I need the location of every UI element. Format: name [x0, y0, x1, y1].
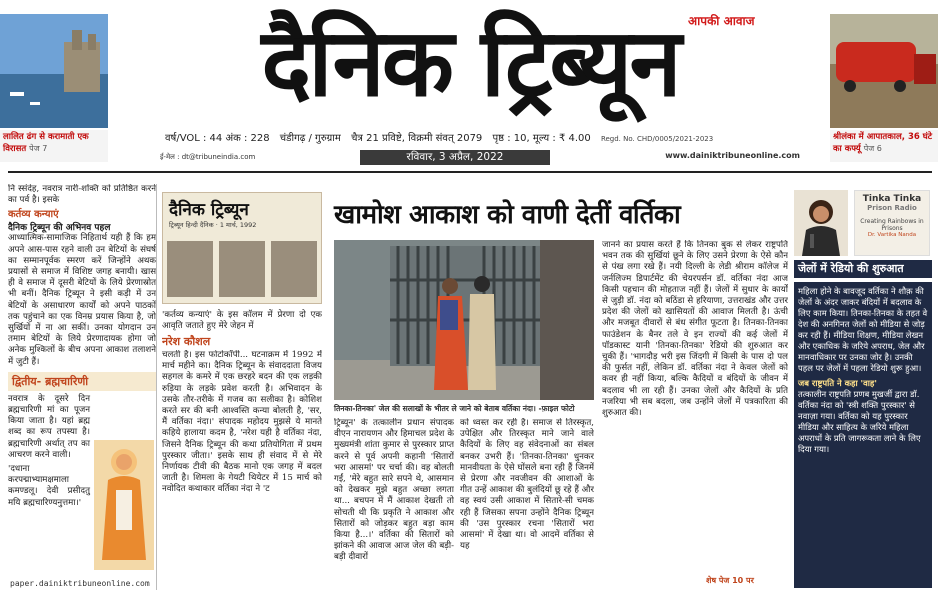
author-name: नरेश कौशल: [162, 335, 211, 348]
middle-column: [162, 184, 322, 590]
clipping-photo: [167, 241, 213, 297]
clipping-photos: [167, 241, 317, 301]
president-subheading: जब राष्ट्रपति ने कहा 'वाह': [798, 378, 877, 388]
edition-cities: चंडीगढ़ / गुरुग्राम: [279, 133, 341, 144]
photo-caption: तिनका-तिनका' जेल की सलाखों के भीतर ले जाने को बेताब वर्तिका नंदा। -फ़ाइल फोटो: [334, 404, 575, 413]
left-intro: नि स्संदेह, नवरात्र नारी-शक्ति को प्रतिष्ठित करने का पर्व है। इसके: [8, 184, 156, 206]
left-para-2: नवरात्र के दूसरे दिन ब्रह्मचारिणी मां का पूजन किया जाता है। यहां ब्रह्म शब्द का रूप तपस्या है। ब्रह्मचारिणी अर्थात् तप का आचरण करने वाली।: [8, 393, 90, 460]
issue-date: रविवार, 3 अप्रैल, 2022: [360, 150, 550, 165]
promo-right[interactable]: [830, 14, 938, 162]
promo-left[interactable]: [0, 14, 108, 162]
pages-price: पृष्ठ : 10, मूल्य : ₹ 4.00: [492, 133, 591, 144]
tanker-truck-photo: [830, 14, 938, 128]
website-link[interactable]: www.dainiktribuneonline.com: [665, 151, 800, 160]
clipping-title: दैनिक ट्रिब्यून: [169, 200, 249, 220]
promo-left-caption: लालित ढंग से करामाती एक विरासत पेज 7: [0, 130, 108, 162]
middle-body-text: चलती है। इस फोटोकॉपी... घटनाक्रम में 1992 में मार्च महीने का। दैनिक ट्रिब्यून के संवाददाता विजय सहगल के कमरे में एक छरहरे बदन की एक लड़की रुड़िया के लड़के प्रवेश करती है। अभिवादन के उसके तौर-तरीके में गजब का सलीका है। कोशिश करते सर की बनी आश्वस्ति कन्या बोलती है, 'सर, मैं वर्तिका नंदा।' संपादक महोदय मुझसे ये मानते कहिये हालाया कदम है, 'नरेश यही है वर्तिका नंदा, जिसने दैनिक ट्रिब्यून की कथा प्रतियोगिता में प्रथम पुरस्कार जीता।' इसके साथ ही संवाद में से मेरे निर्णायक टीवी की बैठक मानो एक जगह में बदल जाती है। शिमला के गेयटी थियेटर में 15 मार्च को नवोदित कथाकार वर्तिका नंदा ने 'ट: [162, 350, 322, 495]
masthead-title: दैनिक ट्रिब्यून: [261, 9, 679, 118]
radio-section-text: महिला होने के बावजूद वर्तिका ने शौक़ की जेलों के अंदर जाकर बंदियों में बदलाव के लिए काम किया। तिनका-तिनका के तहत वे देश की अनगिनत जेलों को मीडिया से जोड़ कर रही हैं। मीडिया शिक्षण, मीडिया लेखन और एकाधिक के जरिये अपराध, जेल और मानवाधिकार पर उनका जोर है। उनकी पहल पर जेलों में पहला रेडियो शुरू हुआ। जब राष्ट्रपति ने कहा 'वाह' तत्कालीन राष्ट्रपति प्रणब मुखर्जी द्वारा डॉ. वर्तिका नंदा को 'स्त्री शक्ति पुरस्कार' से नवाज़ा गया। वर्तिका को यह पुरस्कार मीडिया और साहित्य के जरिये महिला अपराधों के प्रति जागरूकता लाने के लिए दिया गया।: [794, 282, 932, 588]
epaper-url[interactable]: paper.dainiktribuneonline.com: [10, 579, 150, 588]
masthead-rule: [8, 171, 932, 173]
registration-number: Regd. No. CHD/0005/2021-2023: [600, 135, 714, 143]
kartavya-kanyaen-kicker: कर्तव्य कन्याएं: [8, 209, 59, 221]
clipping-subtitle: ट्रिब्यून हिन्दी दैनिक · 1 मार्च, 1992: [169, 221, 257, 229]
left-column: [8, 184, 157, 590]
archive-clipping: [162, 192, 322, 304]
vartika-portrait-photo: [794, 190, 848, 256]
article-column-b: को ध्वस्त कर रही है। समाज से तिरस्कृत, उपेक्षित और तिरस्कृत माने जाने वाले कैदियों के लिए वह संवेदनाओं का संबल बनकर उभरी हैं। 'तिनका-तिनका' धुनकर मानवीयता के ऐसे घोंसले बना रही हैं जिनमें से प्रेरणा और नवजीवन की आशाओं के गीत उन्हें आकाश की बुलंदियों छू रहे हैं और वह स्वयं उसी आकाश में सितारे-सी चमक रही हैं जिसका सपना उन्होंने दैनिक ट्रिब्यून की 'उस पुरस्कार रचना 'सितारों भरा आसमां' में देखा था। वो आदमें वर्तिका से यह: [460, 418, 594, 552]
continued-marker[interactable]: शेष पेज 10 पर: [706, 576, 754, 585]
clipping-photo: [271, 241, 317, 297]
promo-right-caption: श्रीलंका में आपातकाल, 36 घंटे का कर्फ्यू पेज 6: [830, 130, 938, 162]
volume-info: वर्ष/VOL : 44 अंक : 228: [165, 133, 270, 144]
radio-section-heading: जेलों में रेडियो की शुरुआत: [794, 260, 932, 278]
mantra-text: 'दधाना करपद्माभ्यामक्षमाला कमण्डलू। देवी प्रसीदतु मयि ब्रह्मचारिण्यनुत्तमा।': [8, 464, 90, 508]
tagline: आपकी आवाज: [688, 14, 755, 28]
article-headline: खामोश आकाश को वाणी देतीं वर्तिका: [334, 200, 681, 230]
edition-meta: [165, 130, 785, 144]
right-column: [794, 190, 932, 590]
email-address[interactable]: ई-मेल : dt@tribuneindia.com: [160, 153, 256, 161]
clipping-intro: 'कर्तव्य कन्याएं' के इस कॉलम में प्रेरणा दो एक आवृति जताते हुए मेरे जेहन में: [162, 310, 322, 332]
brahmacharini-heading: द्वितीय- ब्रह्मचारिणी: [8, 372, 156, 391]
kicker-subtitle: दैनिक ट्रिब्यून की अभिनव पहल: [8, 223, 111, 234]
tinka-radio-logo: Tinka Tinka Prison Radio Creating Rainbows in Prisons Dr. Vartika Nanda: [854, 190, 930, 256]
jail-corridor-photo: [334, 240, 594, 400]
clipping-photo: [219, 241, 265, 297]
dateline: [150, 148, 800, 166]
goddess-illustration: [94, 440, 154, 570]
article-column-c: जानने का प्रयास करते हैं कि तिनका बुक से लेकर राष्ट्रपति भवन तक की सुर्खियां छूने के लिए उसने प्रेरणा के ऐसे कौन से पंख लगा रखे हैं। नयी दिल्ली के लेडी श्रीराम कॉलेज में जर्नलिज्म डिपार्टमेंट की चेयरपर्सन डॉ. वर्तिका नंदा आज किसी पहचान की मोहताज नहीं हैं। जेलों में सुधार के कार्यों से जुड़ी डॉ. नंदा को बठिंडा से हरियाणा, उत्तराखंड और उत्तर प्रदेश की जेलों को खासियतों की आवाज मिलती है। ऊंची और मजबूत दीवारों से बंध संगीत फूटता है। तिनका-तिनका फाउंडेशन के बैनर तले वे इन राज्यों की कई जेलों में पॉडकास्ट यानी 'तिनका-तिनका' रेडियो की शुरुआत कर चुकी हैं। 'भागदौड़ भरी इस जिंदगी में किसी के पास दो पल की फुर्सत नहीं, लेकिन डॉ. वर्तिका नंदा ने केवल जेलों को कवर ही नहीं किया, बल्कि कैदियों व बंदियों के जीवन में बदलाव भी ला रही हैं। उनका जेलों और कैदियों के प्रति नजरिया भी सब बदला, जब उन्होंने जेलों में पत्रकारिता की शुरुआत की।: [602, 240, 788, 419]
left-para-1: आध्यात्मिक-सामाजिक निहितार्थ यही हैं कि हम अपने आस-पास रहने वाली उन बेटियों के संघर्ष का सम्मानपूर्वक स्मरण करें जिन्होंने अथक प्रयासों से समाज में विशिष्ट जगह बनायी। खास ही वे समाज में दूसरी बेटियों के लिये प्रेरणास्रोत भी बनीं। दैनिक ट्रिब्यून ने इसी कड़ी में उन बेटियों के असाधारण कार्यों को अपने पाठकों तक पहुंचाने का एक विनम्र प्रयास किया है, जो सुर्खियों में ना आ सकीं। उनका योगदान उन तमाम बेटियों के लिये प्रेरणादायक होगा जो अनेक मुश्किलों के बीच अपना आकाश तलाशने में जुटी हैं।: [8, 233, 156, 367]
castle-sea-photo: [0, 14, 108, 128]
article-column-a: ट्रिब्यून' के तत्कालीन प्रधान संपादक वीएन नारायणन और हिमाचल प्रदेश के मुख्यमंत्री शांता कुमार से पुरस्कार प्राप्त करने से पूर्व अपनी कहानी 'सितारों भरा आसमां' पर चर्चा की। वह बोलती गईं, 'मेरे बहुत सारे सपने थे, आसमान को देखकर मुझे बहुत अच्छा लगता था... बचपन में मैं आकाश देखती तो सोचती थी कि प्रकृति ने आकाश और सितारों को जोड़कर बहुत बड़ा काम किया है...।' वर्तिका की सितारों को झांकने की आवाज आज जेल की बड़ी-बड़ी दीवारों: [334, 418, 454, 563]
samvat-date: चैत्र 21 प्रविष्टे, विक्रमी संवत् 2079: [351, 133, 483, 144]
